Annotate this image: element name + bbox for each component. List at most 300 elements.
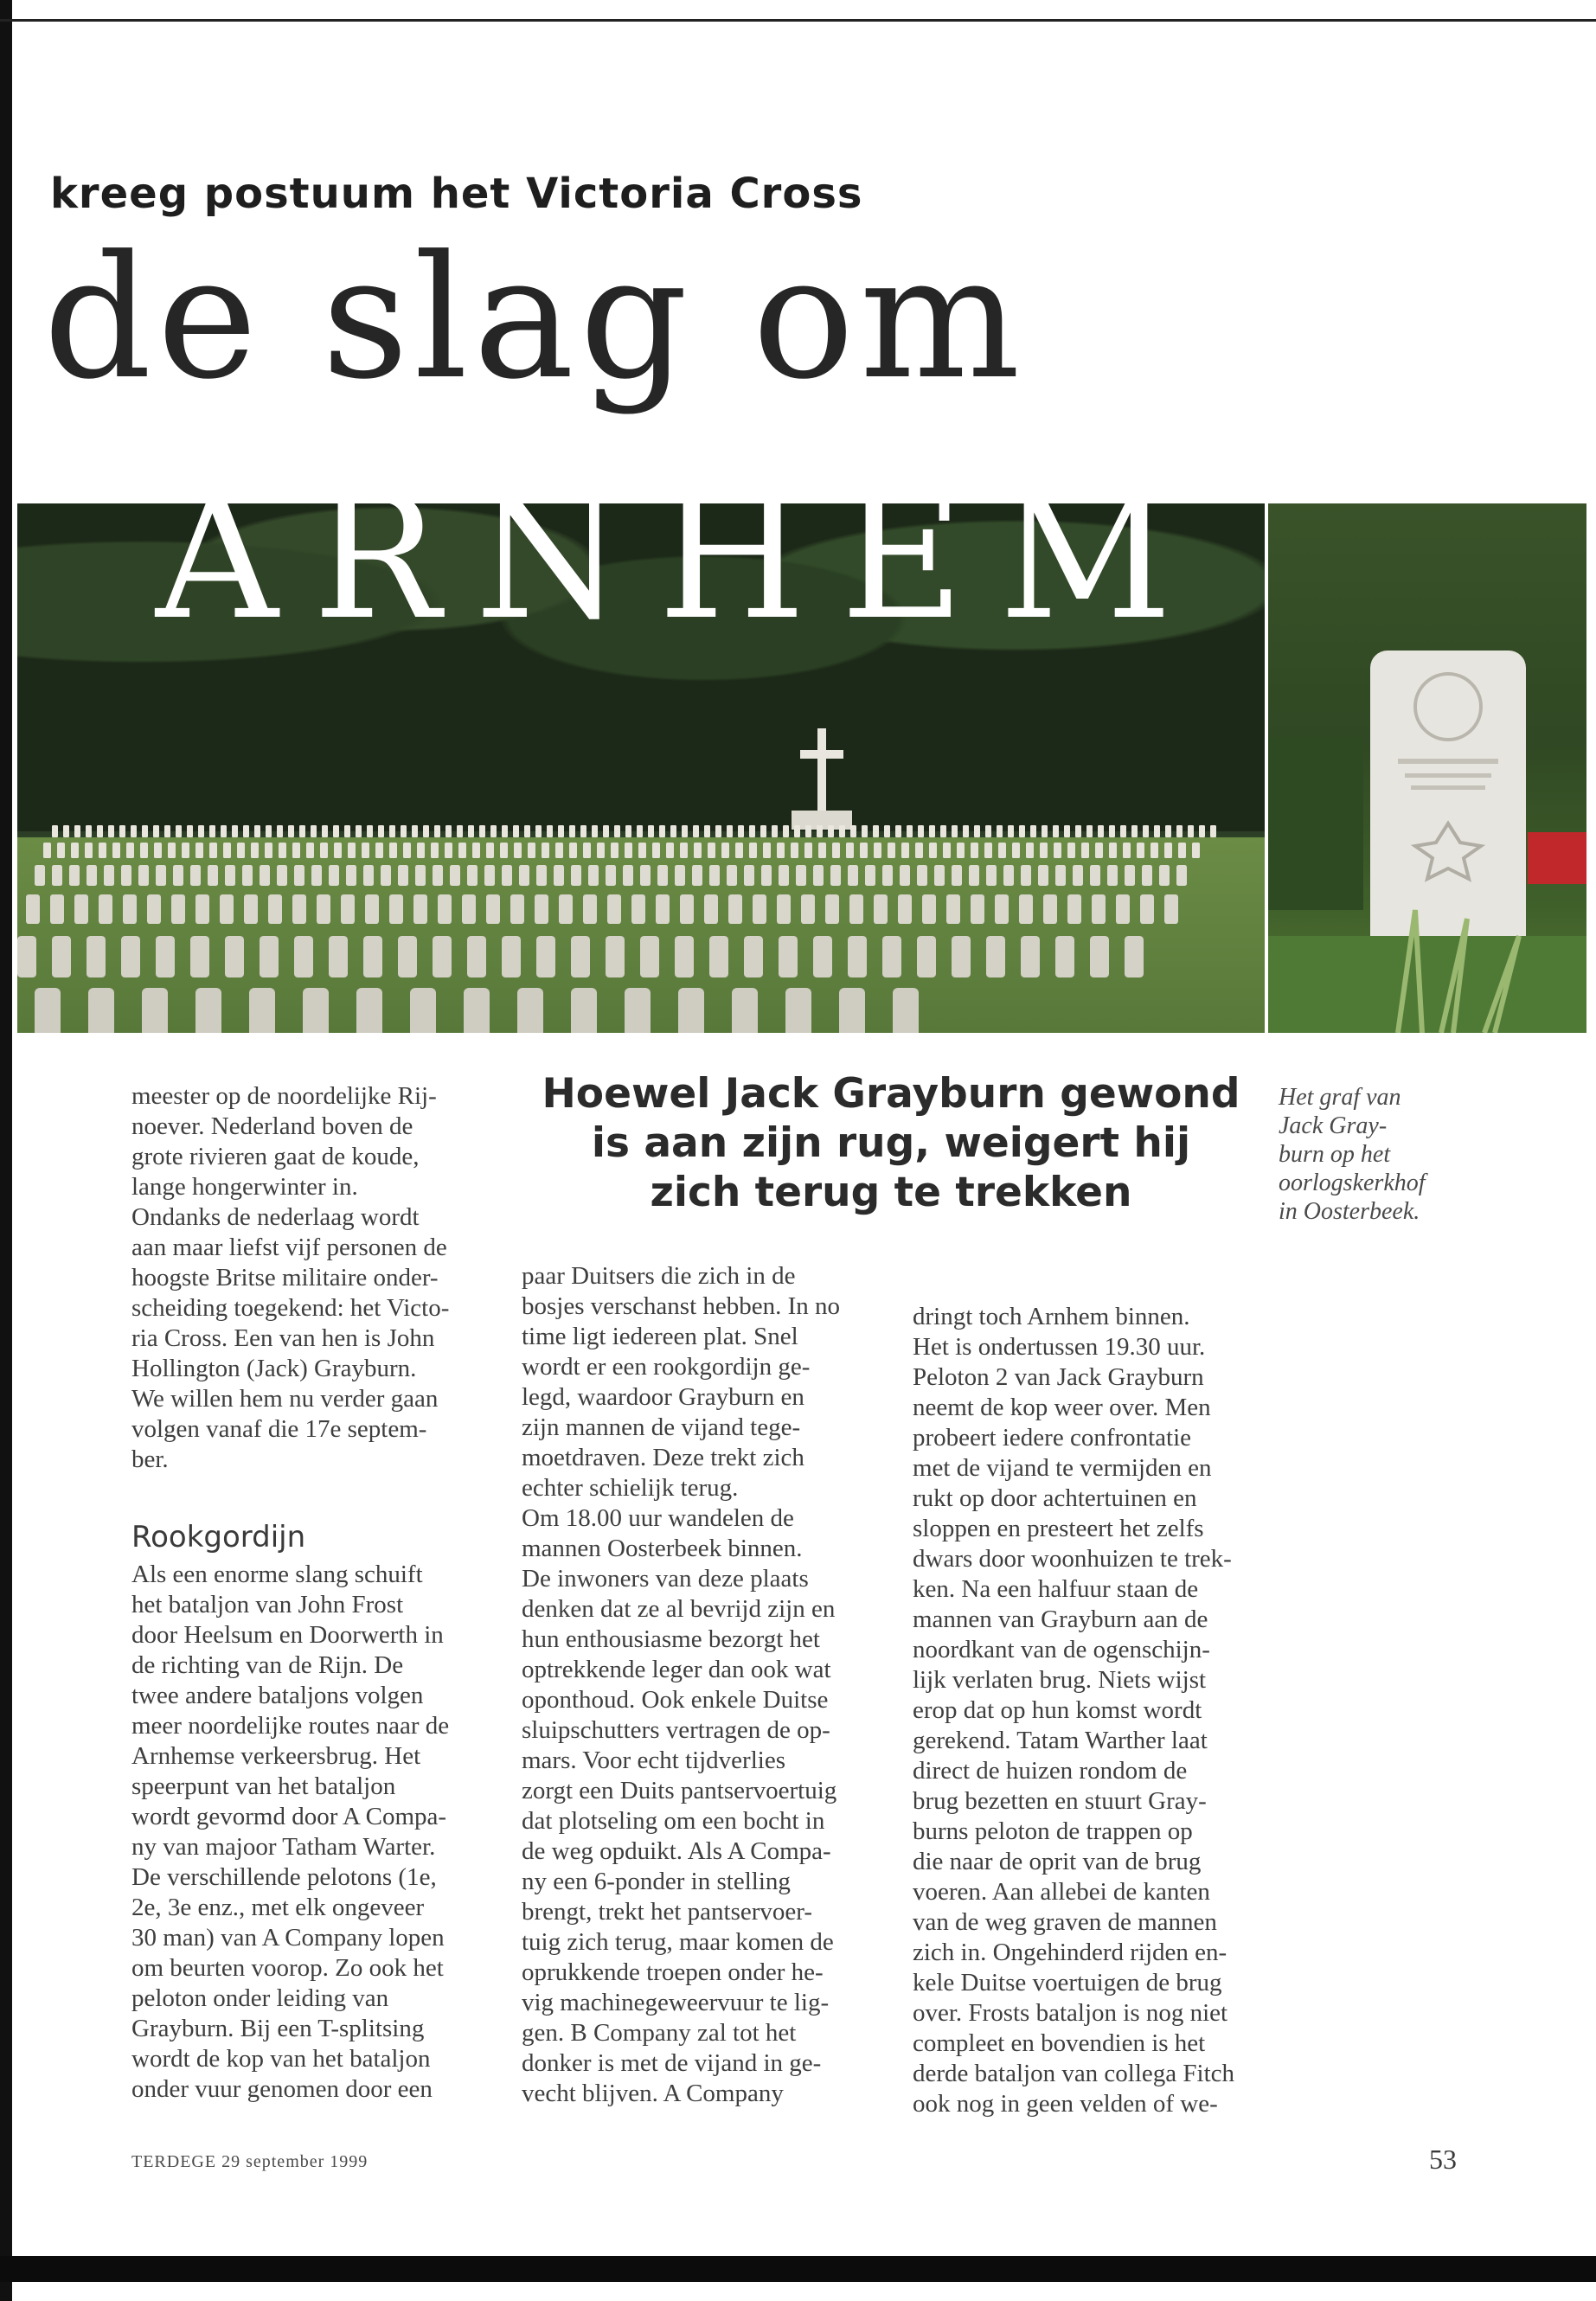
headstone-mark — [670, 825, 676, 837]
headstone-mark — [727, 865, 737, 886]
headstone-mark — [640, 936, 659, 977]
text-line: direct de huizen rondom de — [913, 1757, 1188, 1785]
headstone-mark — [952, 865, 962, 886]
column-1-body — [131, 1560, 495, 2105]
headstone-mark — [104, 865, 114, 886]
headstone-mark — [450, 865, 460, 886]
headstone-mark — [431, 843, 439, 858]
headstone-mark — [558, 825, 564, 837]
caption-line: Jack Gray- — [1279, 1112, 1388, 1139]
text-line: donker is met de vijand in ge- — [522, 2049, 822, 2077]
headstone-mark — [946, 894, 960, 924]
headstone-mark — [232, 825, 238, 837]
shrub — [1268, 737, 1363, 910]
headstone-mark — [220, 894, 234, 924]
headstone-mark — [108, 825, 114, 837]
text-line: onder vuur genomen door een — [131, 2075, 433, 2103]
headstone-mark — [779, 865, 789, 886]
text-line: vecht blijven. A Company — [522, 2080, 784, 2107]
text-line: De inwoners van deze plaats — [522, 1565, 809, 1593]
headstone-mark — [893, 988, 919, 1033]
pull-quote-line: is aan zijn rug, weigert hij — [591, 1119, 1191, 1167]
text-line: om beurten voorop. Zo ook het — [131, 1954, 444, 1982]
headstone-mark — [744, 936, 763, 977]
memorial-cross-arm — [800, 750, 843, 759]
headstone-mark — [398, 865, 408, 886]
headstone-mark — [569, 825, 575, 837]
text-line: ny van majoor Tatham Warter. — [131, 1833, 436, 1861]
headstone-mark — [268, 894, 282, 924]
headstone-mark — [43, 843, 51, 858]
text-line: van de weg graven de mannen — [913, 1908, 1217, 1936]
grave-photo — [1268, 503, 1586, 1033]
text-line: gerekend. Tatam Warther laat — [913, 1727, 1208, 1754]
text-line: burns peloton de trappen op — [913, 1817, 1193, 1845]
headstone-mark — [445, 843, 452, 858]
headstone-mark — [1199, 825, 1205, 837]
headstone-mark — [334, 843, 342, 858]
headstone-mark — [704, 894, 718, 924]
headstone-mark — [140, 843, 148, 858]
text-line: noever. Nederland boven de — [131, 1112, 413, 1140]
text-line: paar Duitsers die zich in de — [522, 1262, 796, 1290]
headstone-mark — [779, 936, 798, 977]
headstone-mark — [772, 825, 778, 837]
headstone-mark — [445, 825, 452, 837]
headstone-mark — [985, 825, 991, 837]
headstone-mark — [131, 825, 137, 837]
headstone-mark — [311, 865, 322, 886]
headstone-mark — [637, 825, 643, 837]
headstone-mark — [957, 843, 965, 858]
headstone-mark — [50, 894, 64, 924]
text-line: echter schielijk terug. — [522, 1474, 739, 1502]
headstone-mark — [223, 843, 231, 858]
text-line: oponthoud. Ook enkele Duitse — [522, 1686, 829, 1714]
headstone-mark — [735, 843, 743, 858]
column-1-intro — [131, 1081, 495, 1475]
headstone-mark — [1159, 865, 1170, 886]
text-line: dringt toch Arnhem binnen. — [913, 1303, 1190, 1330]
headstone-mark — [761, 865, 772, 886]
headstone-mark — [306, 843, 314, 858]
headstone-mark — [763, 843, 771, 858]
headstone-mark — [638, 843, 646, 858]
headstone-mark — [486, 843, 494, 858]
headstone-mark — [87, 936, 106, 977]
headstone-mark — [929, 843, 937, 858]
caption-line: burn op het — [1279, 1141, 1391, 1168]
headstone-mark — [279, 843, 286, 858]
text-line: probeert iedere confrontatie — [913, 1424, 1192, 1452]
headstone-mark — [597, 843, 605, 858]
headstone-mark — [472, 843, 480, 858]
headstone-mark — [865, 865, 875, 886]
headstone-mark — [1003, 865, 1014, 886]
headstone-mark — [997, 825, 1003, 837]
text-line: time ligt iedereen plat. Snel — [522, 1323, 798, 1350]
text-line: wordt gevormd door A Compa- — [131, 1803, 447, 1830]
text-line: moetdraven. Deze trekt zich — [522, 1444, 804, 1471]
headstone-mark — [333, 825, 339, 837]
headstone-mark — [156, 936, 175, 977]
headstone-mark — [438, 894, 452, 924]
headstone-mark — [917, 936, 936, 977]
headstone-mark — [1178, 843, 1186, 858]
headstone-mark — [862, 825, 868, 837]
headstone-mark — [221, 825, 227, 837]
headstone-mark — [190, 865, 201, 886]
headstone-mark — [52, 825, 58, 837]
headstone-mark — [417, 843, 425, 858]
text-line: mars. Voor echt tijdverlies — [522, 1747, 785, 1774]
text-line: het bataljon van John Frost — [131, 1591, 404, 1618]
text-line: ny een 6-ponder in stelling — [522, 1868, 791, 1895]
headstone-mark — [126, 843, 134, 858]
headstone-mark — [640, 865, 651, 886]
headstone-mark — [519, 865, 529, 886]
text-line: Arnhemse verkeersbrug. Het — [131, 1742, 421, 1770]
headstone-mark — [348, 843, 356, 858]
headstone-mark — [580, 825, 586, 837]
text-line: 2e, 3e enz., met elk ongeveer — [131, 1894, 425, 1921]
headstone-mark — [1064, 825, 1070, 837]
headstone-mark — [99, 894, 112, 924]
headstone-mark — [458, 843, 466, 858]
headstone-mark — [986, 936, 1005, 977]
headstone-mark — [147, 894, 161, 924]
headstone-mark — [457, 825, 463, 837]
text-line: compleet en bovendien is het — [913, 2029, 1206, 2057]
headstone-mark — [785, 988, 811, 1033]
text-line: We willen hem nu verder gaan — [131, 1385, 439, 1413]
text-line: Hollington (Jack) Grayburn. — [131, 1355, 417, 1382]
headstone-mark — [934, 865, 945, 886]
headstone-mark — [468, 825, 474, 837]
text-line: voeren. Aan allebei de kanten — [913, 1878, 1210, 1906]
headstone-mark — [266, 825, 272, 837]
headstone-mark — [164, 825, 170, 837]
headstone-mark — [709, 936, 728, 977]
text-line: noordkant van de ogenschijn- — [913, 1636, 1210, 1663]
headstone-mark — [243, 825, 249, 837]
headstone-mark — [17, 936, 36, 977]
headstone-mark — [294, 936, 313, 977]
text-line: sloppen en presteert het zelfs — [913, 1515, 1204, 1542]
headstone-mark — [1210, 825, 1216, 837]
headstone-mark — [292, 843, 300, 858]
headstone-mark — [804, 843, 812, 858]
headstone-mark — [895, 825, 901, 837]
headstone-mark — [952, 936, 971, 977]
page-number: 53 — [1429, 2144, 1457, 2175]
headstone-mark — [974, 825, 980, 837]
headstone-mark — [606, 936, 625, 977]
headstone-mark — [1164, 894, 1178, 924]
headstone-mark — [524, 825, 530, 837]
headstone-mark — [678, 988, 704, 1033]
text-line: Het is ondertussen 19.30 uur. — [913, 1333, 1206, 1361]
headstone-mark — [882, 936, 901, 977]
headstone-mark — [1125, 936, 1144, 977]
headstone-mark — [322, 825, 328, 837]
headstone-mark — [195, 894, 209, 924]
headstone-mark — [1109, 843, 1117, 858]
headstone-mark — [1038, 865, 1048, 886]
text-line: die naar de oprit van de brug — [913, 1848, 1202, 1875]
text-line: scheiding toegekend: het Victo- — [131, 1294, 450, 1322]
headstone-mark — [846, 843, 854, 858]
headstone-mark — [329, 865, 339, 886]
headstone-mark — [1042, 825, 1048, 837]
text-line: ook nog in geen velden of we- — [913, 2090, 1218, 2118]
headstone-illustration — [1268, 503, 1586, 1033]
headstone-mark — [153, 825, 159, 837]
headstone-mark — [156, 865, 166, 886]
headstone-mark — [1165, 825, 1171, 837]
headstone-mark — [52, 936, 71, 977]
headstone-mark — [190, 936, 209, 977]
headstone-mark — [320, 843, 328, 858]
headstone-mark — [571, 865, 581, 886]
headstone-mark — [242, 865, 253, 886]
headstone-mark — [1090, 865, 1100, 886]
headstone-mark — [251, 843, 259, 858]
headstone-mark — [362, 843, 369, 858]
headstone-mark — [648, 825, 654, 837]
headstone-mark — [502, 825, 508, 837]
headstone-mark — [849, 894, 863, 924]
headstone — [1370, 651, 1526, 979]
scan-edge-top — [0, 19, 1596, 22]
headstone-mark — [888, 843, 895, 858]
article-column-1 — [131, 1081, 495, 2105]
headstone-mark — [365, 894, 379, 924]
inscription-line — [1405, 773, 1491, 778]
headstone-mark — [119, 825, 125, 837]
headstone-mark — [87, 865, 97, 886]
text-line: kele Duitse voertuigen de brug — [913, 1969, 1222, 1997]
headstone-mark — [832, 843, 840, 858]
headstone-mark — [1054, 843, 1061, 858]
headstone-mark — [1192, 843, 1200, 858]
text-line: Peloton 2 van Jack Grayburn — [913, 1363, 1204, 1391]
headstone-mark — [1021, 865, 1031, 886]
headstone-mark — [514, 843, 522, 858]
headstone-mark — [1075, 825, 1081, 837]
headstone-mark — [901, 843, 909, 858]
headstone-mark — [536, 936, 555, 977]
headstone-mark — [922, 894, 936, 924]
headstone-mark — [1067, 894, 1081, 924]
headstone-mark — [292, 894, 306, 924]
headstone-mark — [63, 825, 69, 837]
headstone-mark — [502, 936, 521, 977]
text-line: hoogste Britse militaire onder- — [131, 1264, 439, 1292]
headstone-mark — [547, 825, 553, 837]
headstone-mark — [254, 825, 260, 837]
photo-caption — [1279, 1083, 1477, 1226]
text-line: de weg opduikt. Als A Compa- — [522, 1837, 831, 1865]
text-line: rukt op door achtertuinen en — [913, 1484, 1197, 1512]
pull-quote-line: Hoewel Jack Grayburn gewond — [542, 1070, 1240, 1118]
text-line: peloton onder leiding van — [131, 1984, 389, 2012]
headstone-mark — [1019, 894, 1033, 924]
headstone-mark — [176, 825, 182, 837]
text-line: met de vijand te vermijden en — [913, 1454, 1212, 1482]
headstone-mark — [121, 936, 140, 977]
headstone-mark — [57, 843, 65, 858]
text-line: erop dat op hun komst wordt — [913, 1696, 1202, 1724]
headstone-mark — [1095, 843, 1103, 858]
headstone-mark — [74, 825, 80, 837]
headstone-mark — [625, 843, 632, 858]
headstone-mark — [502, 865, 512, 886]
grave-plants — [1268, 936, 1586, 1033]
headstone-mark — [694, 843, 702, 858]
headstone-mark — [850, 825, 856, 837]
text-line: twee andere bataljons volgen — [131, 1682, 424, 1709]
pull-quote-line: zich terug te trekken — [650, 1169, 1132, 1216]
headstone-mark — [410, 988, 436, 1033]
headstone-mark — [971, 894, 984, 924]
headstone-mark — [121, 865, 131, 886]
headstone-mark — [171, 894, 185, 924]
headstone-mark — [99, 843, 106, 858]
headstone-mark — [434, 825, 440, 837]
headstone-mark — [805, 825, 811, 837]
text-line: sluipschutters vertragen de op- — [522, 1716, 830, 1744]
headstone-mark — [1019, 825, 1025, 837]
headstone-mark — [542, 843, 549, 858]
headstone-mark — [1125, 865, 1135, 886]
headstone-mark — [882, 865, 893, 886]
headstone-mark — [839, 988, 865, 1033]
headstone-mark — [588, 865, 599, 886]
text-line: bosjes verschanst hebben. In no — [522, 1292, 841, 1320]
headstone-mark — [1081, 843, 1089, 858]
headstone-mark — [277, 865, 287, 886]
headstone-mark — [777, 894, 791, 924]
headstone-mark — [433, 865, 443, 886]
text-line: brug bezetten en stuurt Gray- — [913, 1787, 1207, 1815]
text-line: neemt de kop weer over. Men — [913, 1394, 1211, 1421]
text-line: grote rivieren gaat de koude, — [131, 1143, 420, 1170]
headstone-mark — [848, 865, 858, 886]
headstone-mark — [732, 988, 758, 1033]
headstone-mark — [1164, 843, 1172, 858]
article-headline: de slag om — [43, 220, 1026, 417]
headstone-mark — [277, 825, 283, 837]
headstone-mark — [940, 825, 946, 837]
headstone-mark — [828, 825, 834, 837]
headstone-mark — [1067, 843, 1075, 858]
headstone-mark — [225, 936, 244, 977]
text-line: mannen Oosterbeek binnen. — [522, 1535, 803, 1562]
headstone-mark — [237, 843, 245, 858]
headstone-mark — [26, 894, 40, 924]
headstone-mark — [464, 988, 490, 1033]
headstone-mark — [1116, 894, 1130, 924]
headstone-mark — [749, 825, 755, 837]
text-line: dat plotseling om een bocht in — [522, 1807, 825, 1835]
text-line: vig machinegeweervuur te lig- — [522, 1989, 830, 2016]
headstone-mark — [195, 988, 221, 1033]
headstone-mark — [97, 825, 103, 837]
headstone-mark — [693, 825, 699, 837]
headstone-mark — [415, 865, 426, 886]
inscription-line — [1398, 759, 1498, 764]
headstone-mark — [682, 825, 688, 837]
text-line: 30 man) van A Company lopen — [131, 1924, 445, 1952]
headstone-mark — [356, 988, 382, 1033]
headstone-mark — [727, 825, 733, 837]
text-line: volgen vanaf die 17e septem- — [131, 1415, 427, 1443]
headstone-mark — [760, 825, 766, 837]
headstone-mark — [433, 936, 452, 977]
headstone-mark — [744, 865, 754, 886]
headstone-mark — [182, 843, 189, 858]
text-line: speerpunt van het bataljon — [131, 1772, 396, 1800]
headstone-mark — [375, 843, 383, 858]
headstone-mark — [652, 843, 660, 858]
headstone-mark — [85, 843, 93, 858]
headstone-mark — [1143, 825, 1149, 837]
headstone-mark — [1140, 894, 1154, 924]
text-line: brengt, trekt het pantservoer- — [522, 1898, 813, 1926]
headstone-mark — [611, 843, 619, 858]
text-line: ber. — [131, 1445, 169, 1473]
headstone-mark — [917, 865, 927, 886]
headstone-mark — [225, 865, 235, 886]
headstone-mark — [1073, 865, 1083, 886]
headstone-mark — [74, 894, 88, 924]
headstone-mark — [971, 843, 978, 858]
text-line: de richting van de Rijn. De — [131, 1651, 404, 1679]
section-subhead: Rookgordijn — [131, 1520, 306, 1554]
headstone-mark — [969, 865, 979, 886]
headstone-mark — [168, 843, 176, 858]
headstone-mark — [198, 825, 204, 837]
headstone-mark — [398, 936, 417, 977]
headstone-mark — [963, 825, 969, 837]
headstone-mark — [1040, 843, 1048, 858]
headstone-mark — [173, 865, 183, 886]
headstone-mark — [423, 825, 429, 837]
headstone-mark — [1123, 843, 1131, 858]
article-column-3 — [913, 1302, 1276, 2119]
headstone-mark — [952, 825, 958, 837]
headstone-mark — [848, 936, 867, 977]
headstone-mark — [884, 825, 890, 837]
headstone-mark — [929, 825, 935, 837]
text-line: oprukkende troepen onder he- — [522, 1958, 824, 1986]
text-line: hun enthousiasme bezorgt het — [522, 1625, 820, 1653]
headstone-mark — [209, 843, 217, 858]
text-line: wordt de kop van het bataljon — [131, 2045, 431, 2073]
headstone-mark — [873, 825, 879, 837]
headstone-mark — [209, 825, 215, 837]
headstone-mark — [791, 843, 798, 858]
headstone-mark — [825, 894, 839, 924]
text-line: Ondanks de nederlaag wordt — [131, 1203, 420, 1231]
headstone-mark — [625, 825, 631, 837]
headstone-mark — [753, 894, 766, 924]
headstone-mark — [680, 843, 688, 858]
headstone-mark — [749, 843, 757, 858]
headstone-mark — [1055, 865, 1066, 886]
headstone-mark — [569, 843, 577, 858]
